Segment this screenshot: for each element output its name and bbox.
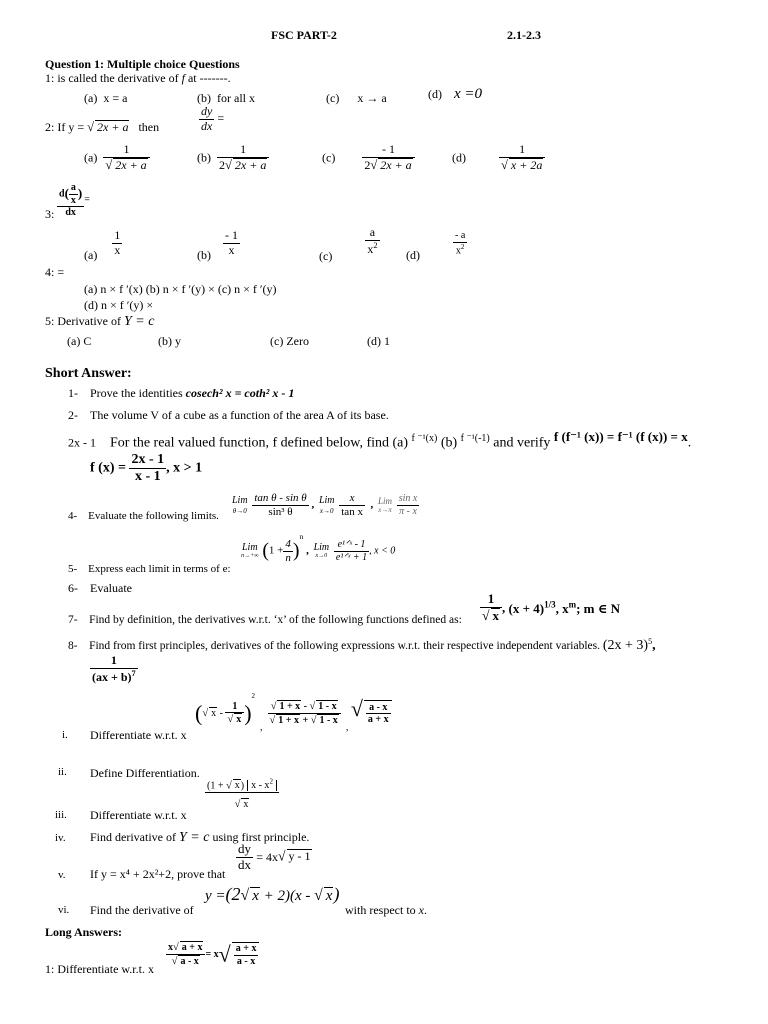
long-heading: Long Answers:	[45, 925, 123, 939]
mcq-q3-option-a: (a) $\frac{1}{x}$	[84, 228, 121, 263]
doc-title: FSC PART-2	[271, 28, 337, 42]
mcq-q2-option-b: (b) $\frac{1}{2√ 2x + a}$	[197, 143, 269, 173]
mcq-heading: Question 1: Multiple choice Questions	[45, 57, 240, 71]
item-v-expr: $\frac{dy}{dx}$ = 4x√ y - 1	[238, 841, 311, 872]
item-iii-text: Differentiate w.r.t. x	[90, 808, 187, 822]
short-q7-functions: $\frac{1}{√ x}$ , $(x + 4)^{1/3}$, $x^m$; m ∈ N	[482, 591, 621, 623]
short-q2: 2- The volume V of a cube as a function of the area A of its base.	[68, 408, 389, 422]
mcq-q3-option-c: (c) $\frac{a}{x^2}$	[319, 225, 378, 264]
short-q8: 8- Find from first principles, derivatives of the following expressions w.r.t. their respective independent variables. $(2x + 3)^5$,	[68, 637, 656, 653]
item-vi-num: vi.	[58, 904, 70, 916]
mcq-q5-option-d: (d) 1	[367, 334, 390, 348]
short-q7: 7- Find by definition, the derivatives w.r.t. ‘x’ of the following functions defined as:	[68, 614, 462, 626]
mcq-q1-stem: 1: is called the derivative of f at -------.	[45, 71, 231, 85]
mcq-q5-option-b: (b) y	[158, 334, 181, 348]
item-vi-expr: y =(2√ x + 2)(x - √ x)	[205, 884, 340, 904]
mcq-q4-options-line2: (d) n × f ′(y) ×	[84, 298, 154, 312]
mcq-q5-stem: 5: Derivative of Y = c	[45, 314, 155, 329]
long-q1-text: 1: Differentiate w.r.t. x	[45, 962, 154, 976]
short-q5-limits: Lim n→+∞ (1 + $\frac{4}{n}$ )$^n$ , Lim x→0 $\frac{\text{e¹ᐟˣ - 1}}{\text{e¹ᐟˣ + 1}}$ , x < 0	[241, 532, 396, 564]
mcq-q2-option-d: (d) $\frac{1}{√ x + 2a}$	[452, 143, 545, 173]
item-v-text: If y = x⁴ + 2x²+2, prove that	[90, 867, 226, 881]
item-i-text: Differentiate w.r.t. x	[90, 728, 187, 742]
short-q4-limits: Lim θ→0 $\frac{\text{tan θ - sin θ}}{\text{sin³ θ}}$ , Lim x→0 $\frac{x}{\text{tan x}}$ , Lim x→π $\frac{\text{sin x}}{\pi - x}$	[232, 492, 418, 518]
mcq-q2-option-a: (a) $\frac{1}{√ 2x + a}$	[84, 143, 150, 173]
mcq-q3-option-d: (d) $\frac{- a}{x^2}$	[406, 230, 466, 262]
short-heading: Short Answer:	[45, 366, 132, 381]
mcq-q2-stem: 2: If y = √ 2x + a then	[45, 120, 160, 134]
item-i-expr: (√ x - $\frac{1}{√ x}$ )$^2$ , $\frac{√ 1 + x - √ 1 - x}{√ 1 + x + √ 1 - x}$ , √ $\frac{a - x}{a + x}$	[195, 696, 392, 727]
item-iii-num: iii.	[55, 809, 67, 821]
mcq-q3-option-b: (b) $\frac{- 1}{x}$	[197, 228, 238, 263]
mcq-q1-option-a: (a) x = a	[84, 91, 128, 105]
mcq-q5-option-a: (a) C	[67, 334, 92, 348]
short-q4: 4- Evaluate the following limits.	[68, 510, 219, 522]
short-q8-expr2: $\frac{1}{(ax + b)^7}$	[92, 653, 136, 684]
mcq-q2-dydx: $\frac{dy}{dx}$ =	[201, 104, 225, 133]
short-q3-function: f (x) = $\frac{2x - 1}{x - 1}$ , x > 1	[90, 452, 203, 485]
item-vi-text: Find the derivative of	[90, 903, 194, 917]
long-q1-expr: $\frac{x√ a + x}{√ a - x}$ = x√ $\frac{a + x}{a - x}$	[166, 941, 259, 968]
mcq-q3-label: 3:	[45, 207, 55, 221]
short-q6: 6- Evaluate	[68, 581, 132, 595]
item-iii-expr: $\frac{(1 + √ x) x - x^2}{√ x}$	[205, 778, 279, 811]
item-ii-text: Define Differentiation.	[90, 766, 200, 780]
item-v-num: v.	[58, 869, 66, 881]
short-q5: 5- Express each limit in terms of e:	[68, 563, 231, 575]
mcq-q4-stem: 4: =	[45, 265, 65, 279]
short-q1: 1- Prove the identities cosech² x = coth² x - 1	[68, 386, 295, 400]
item-i-num: i.	[62, 729, 68, 741]
mcq-q1-option-c: (c) x → a	[326, 91, 387, 105]
mcq-q3-stem: d( $\frac{a}{x}$ ) dx =	[59, 182, 90, 218]
item-iv: Find derivative of Y = c using first principle.	[90, 830, 310, 845]
mcq-q2-option-c: (c) $\frac{- 1}{2√ 2x + a}$	[322, 143, 415, 173]
mcq-q1-option-b: (b) for all x	[197, 91, 255, 105]
item-iv-num: iv.	[55, 832, 66, 844]
doc-section: 2.1-2.3	[507, 28, 541, 42]
item-ii-num: ii.	[58, 766, 67, 778]
mcq-q4-options-line1: (a) n × f ′(x) (b) n × f ′(y) × (c) n × f ′(y)	[84, 282, 277, 296]
mcq-q1-option-d: (d) x =0	[428, 86, 483, 102]
mcq-q5-option-c: (c) Zero	[270, 334, 309, 348]
item-vi-tail: with respect to x.	[345, 903, 427, 917]
short-q3: 2x - 1 For the real valued function, f defined below, find (a) $^{f ^{-1}(x)}$ (b) $^{f ^{-1}(-1)}$ and verify f (f⁻¹ (x)) = f⁻¹ (f (x)) = x.	[68, 428, 692, 451]
